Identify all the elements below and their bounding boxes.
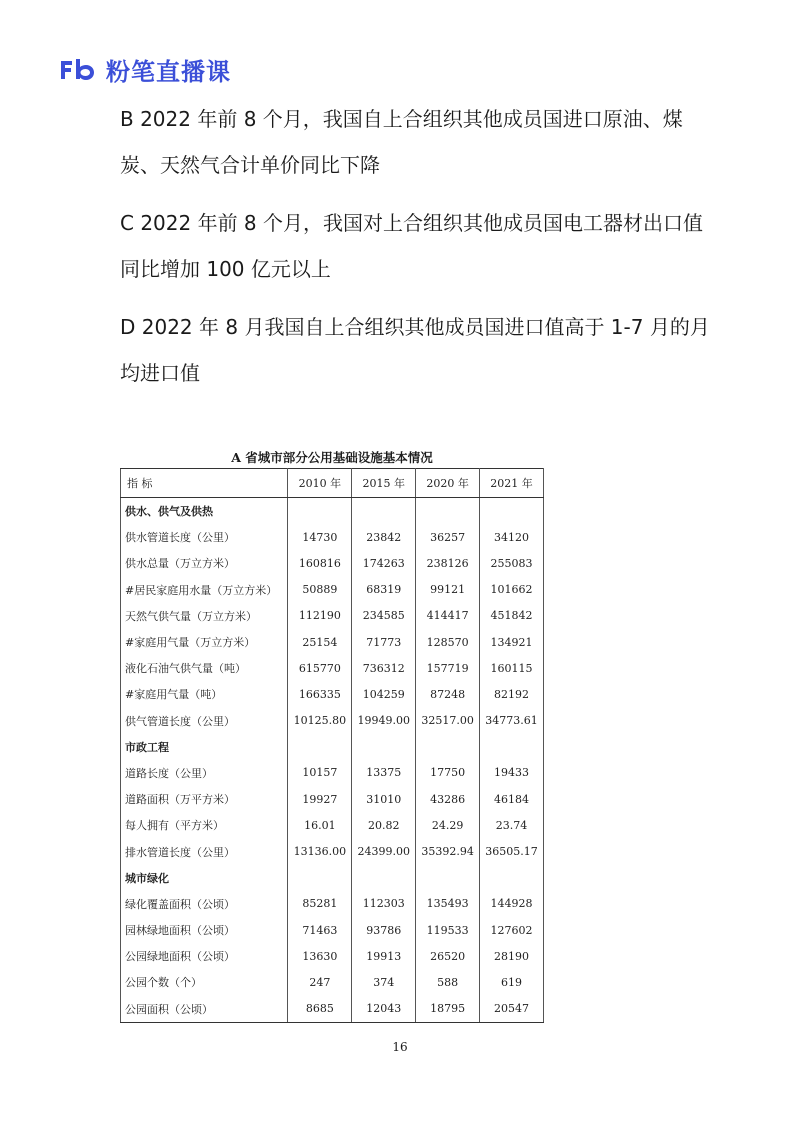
indicator-name: 每人拥有（平方米） bbox=[121, 812, 288, 838]
value-cell: 50889 bbox=[288, 577, 352, 603]
indicator-name: 公园绿地面积（公顷） bbox=[121, 943, 288, 969]
value-cell: 615770 bbox=[288, 655, 352, 681]
indicator-name: #家庭用气量（吨） bbox=[121, 681, 288, 707]
table-row bbox=[121, 812, 544, 838]
indicator-name: 道路面积（万平方米） bbox=[121, 786, 288, 812]
value-cell: 134921 bbox=[480, 629, 544, 655]
value-cell bbox=[480, 498, 544, 525]
value-cell bbox=[416, 865, 480, 891]
value-cell: 93786 bbox=[352, 917, 416, 943]
infrastructure-table bbox=[120, 468, 544, 1023]
table-row bbox=[121, 681, 544, 707]
table-section-row bbox=[121, 734, 544, 760]
value-cell bbox=[416, 734, 480, 760]
indicator-name: 排水管道长度（公里） bbox=[121, 838, 288, 864]
value-cell: 34773.61 bbox=[480, 708, 544, 734]
value-cell bbox=[416, 498, 480, 525]
indicator-name: 园林绿地面积（公顷） bbox=[121, 917, 288, 943]
value-cell bbox=[480, 734, 544, 760]
value-cell bbox=[352, 734, 416, 760]
value-cell: 28190 bbox=[480, 943, 544, 969]
page-number: 16 bbox=[392, 1040, 408, 1054]
value-cell: 247 bbox=[288, 969, 352, 995]
brand-logo bbox=[58, 52, 231, 87]
table-row bbox=[121, 577, 544, 603]
value-cell: 23842 bbox=[352, 524, 416, 550]
table-row bbox=[121, 603, 544, 629]
indicator-name: 绿化覆盖面积（公顷） bbox=[121, 891, 288, 917]
indicator-name: 公园面积（公顷） bbox=[121, 996, 288, 1023]
value-cell: 36505.17 bbox=[480, 838, 544, 864]
table-row bbox=[121, 629, 544, 655]
header-2021: 2021 年 bbox=[480, 469, 544, 498]
value-cell: 10157 bbox=[288, 760, 352, 786]
value-cell: 16.01 bbox=[288, 812, 352, 838]
value-cell: 128570 bbox=[416, 629, 480, 655]
value-cell: 112190 bbox=[288, 603, 352, 629]
value-cell: 87248 bbox=[416, 681, 480, 707]
value-cell: 85281 bbox=[288, 891, 352, 917]
table-row bbox=[121, 996, 544, 1023]
indicator-name: #家庭用气量（万立方米） bbox=[121, 629, 288, 655]
table-row bbox=[121, 524, 544, 550]
option-c: C 2022 年前 8 个月，我国对上合组织其他成员国电工器材出口值同比增加 100 亿元以上 bbox=[120, 211, 704, 281]
value-cell: 160816 bbox=[288, 550, 352, 576]
indicator-name: 供水总量（万立方米） bbox=[121, 550, 288, 576]
value-cell: 101662 bbox=[480, 577, 544, 603]
value-cell: 19927 bbox=[288, 786, 352, 812]
value-cell: 25154 bbox=[288, 629, 352, 655]
value-cell: 19433 bbox=[480, 760, 544, 786]
option-b: B 2022 年前 8 个月，我国自上合组织其他成员国进口原油、煤炭、天然气合计单价同比下降 bbox=[120, 107, 683, 177]
value-cell: 135493 bbox=[416, 891, 480, 917]
value-cell bbox=[352, 865, 416, 891]
section-heading: 供水、供气及供热 bbox=[121, 498, 288, 525]
value-cell: 99121 bbox=[416, 577, 480, 603]
value-cell: 13375 bbox=[352, 760, 416, 786]
indicator-name: 供气管道长度（公里） bbox=[121, 708, 288, 734]
value-cell: 127602 bbox=[480, 917, 544, 943]
value-cell: 157719 bbox=[416, 655, 480, 681]
value-cell bbox=[288, 498, 352, 525]
value-cell: 13630 bbox=[288, 943, 352, 969]
value-cell: 20547 bbox=[480, 996, 544, 1023]
value-cell: 23.74 bbox=[480, 812, 544, 838]
value-cell: 10125.80 bbox=[288, 708, 352, 734]
value-cell: 619 bbox=[480, 969, 544, 995]
value-cell: 26520 bbox=[416, 943, 480, 969]
table-row bbox=[121, 550, 544, 576]
value-cell: 13136.00 bbox=[288, 838, 352, 864]
value-cell: 414417 bbox=[416, 603, 480, 629]
option-d: D 2022 年 8 月我国自上合组织其他成员国进口值高于 1-7 月的月均进口值 bbox=[120, 315, 710, 385]
table-section-row bbox=[121, 865, 544, 891]
value-cell: 71463 bbox=[288, 917, 352, 943]
table-title: A 省城市部分公用基础设施基本情况 bbox=[231, 450, 433, 465]
fenbi-logo-icon bbox=[58, 57, 98, 83]
value-cell: 588 bbox=[416, 969, 480, 995]
value-cell: 24.29 bbox=[416, 812, 480, 838]
table-row bbox=[121, 760, 544, 786]
value-cell: 46184 bbox=[480, 786, 544, 812]
section-heading: 市政工程 bbox=[121, 734, 288, 760]
value-cell: 68319 bbox=[352, 577, 416, 603]
header-2020: 2020 年 bbox=[416, 469, 480, 498]
value-cell: 374 bbox=[352, 969, 416, 995]
table-row bbox=[121, 708, 544, 734]
infrastructure-table-figure bbox=[120, 448, 544, 1023]
table-row bbox=[121, 838, 544, 864]
value-cell bbox=[352, 498, 416, 525]
value-cell: 34120 bbox=[480, 524, 544, 550]
value-cell: 14730 bbox=[288, 524, 352, 550]
table-row bbox=[121, 891, 544, 917]
value-cell: 24399.00 bbox=[352, 838, 416, 864]
value-cell: 12043 bbox=[352, 996, 416, 1023]
value-cell: 8685 bbox=[288, 996, 352, 1023]
value-cell: 19949.00 bbox=[352, 708, 416, 734]
header-2015: 2015 年 bbox=[352, 469, 416, 498]
value-cell: 17750 bbox=[416, 760, 480, 786]
value-cell bbox=[288, 734, 352, 760]
value-cell: 36257 bbox=[416, 524, 480, 550]
value-cell: 736312 bbox=[352, 655, 416, 681]
value-cell: 174263 bbox=[352, 550, 416, 576]
table-section-row bbox=[121, 498, 544, 525]
value-cell: 104259 bbox=[352, 681, 416, 707]
value-cell: 20.82 bbox=[352, 812, 416, 838]
value-cell: 18795 bbox=[416, 996, 480, 1023]
header-2010: 2010 年 bbox=[288, 469, 352, 498]
value-cell: 451842 bbox=[480, 603, 544, 629]
table-body bbox=[121, 498, 544, 1023]
value-cell: 31010 bbox=[352, 786, 416, 812]
table-row bbox=[121, 786, 544, 812]
value-cell: 255083 bbox=[480, 550, 544, 576]
value-cell: 32517.00 bbox=[416, 708, 480, 734]
indicator-name: 液化石油气供气量（吨） bbox=[121, 655, 288, 681]
value-cell: 35392.94 bbox=[416, 838, 480, 864]
indicator-name: 道路长度（公里） bbox=[121, 760, 288, 786]
value-cell bbox=[480, 865, 544, 891]
table-header-row bbox=[121, 469, 544, 498]
value-cell bbox=[288, 865, 352, 891]
indicator-name: 公园个数（个） bbox=[121, 969, 288, 995]
value-cell: 71773 bbox=[352, 629, 416, 655]
table-row bbox=[121, 917, 544, 943]
value-cell: 43286 bbox=[416, 786, 480, 812]
value-cell: 238126 bbox=[416, 550, 480, 576]
value-cell: 234585 bbox=[352, 603, 416, 629]
indicator-name: #居民家庭用水量（万立方米） bbox=[121, 577, 288, 603]
header-indicator: 指 标 bbox=[121, 469, 288, 498]
value-cell: 19913 bbox=[352, 943, 416, 969]
brand-name: 粉笔直播课 bbox=[106, 58, 231, 86]
value-cell: 166335 bbox=[288, 681, 352, 707]
table-row bbox=[121, 943, 544, 969]
value-cell: 144928 bbox=[480, 891, 544, 917]
table-row bbox=[121, 655, 544, 681]
indicator-name: 天然气供气量（万立方米） bbox=[121, 603, 288, 629]
value-cell: 119533 bbox=[416, 917, 480, 943]
section-heading: 城市绿化 bbox=[121, 865, 288, 891]
value-cell: 82192 bbox=[480, 681, 544, 707]
value-cell: 160115 bbox=[480, 655, 544, 681]
table-row bbox=[121, 969, 544, 995]
value-cell: 112303 bbox=[352, 891, 416, 917]
indicator-name: 供水管道长度（公里） bbox=[121, 524, 288, 550]
